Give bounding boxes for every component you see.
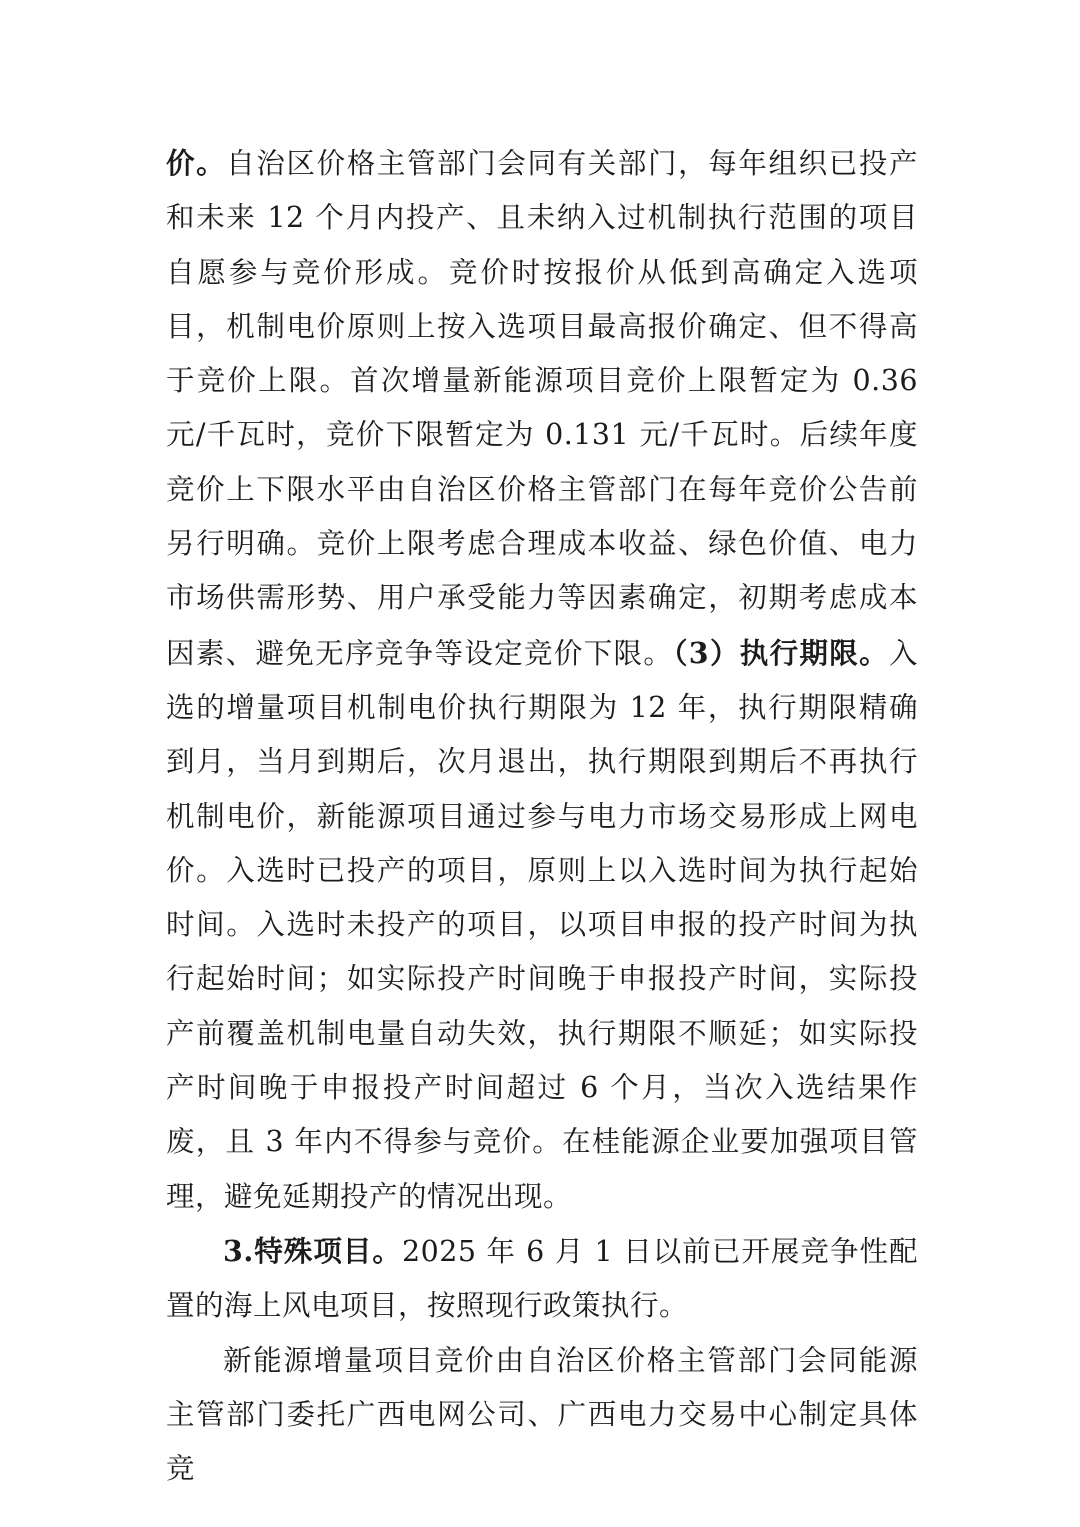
- paragraph-text: 新能源增量项目竞价由自治区价格主管部门会同能源主管部门委托广西电网公司、广西电力交易中心制定具体竞: [166, 1343, 918, 1486]
- section-heading-special-projects: 3.特殊项目。: [223, 1233, 402, 1268]
- paragraph-special-projects: [166, 1224, 918, 1334]
- paragraph-text: 2025 年 6 月 1 日以前已开展竞争性配置的海上风电项目，按照现行政策执行。: [166, 1234, 918, 1323]
- paragraph-bidding-organization: [166, 1334, 918, 1497]
- paragraph-lead-bold: 价。: [166, 146, 227, 180]
- document-body: [166, 136, 918, 1496]
- paragraph-bidding-rules: [166, 136, 918, 1224]
- paragraph-text: 入选的增量项目机制电价执行期限为 12 年，执行期限精确到月，当月到期后，次月退出，执行期限到期后不再执行机制电价，新能源项目通过参与电力市场交易形成上网电价。入选时已投产的项目，原则上以入选时间为执行起始时间。入选时未投产的项目，以项目申报的投产时间为执行起始时间；如实际投产时间晚于申报投产时间，实际投产前覆盖机制电量自动失效，执行期限不顺延；如实际投产时间晚于申报投产时间超过 6 个月，当次入选结果作废，且 3 年内不得参与竞价。在桂能源企业要加强项目管理，避免延期投产的情况出现。: [166, 636, 918, 1213]
- paragraph-text: 自治区价格主管部门会同有关部门，每年组织已投产和未来 12 个月内投产、且未纳入过机制执行范围的项目自愿参与竞价形成。竞价时按报价从低到高确定入选项目，机制电价原则上按入选项目最高报价确定、但不得高于竞价上限。首次增量新能源项目竞价上限暂定为 0.36 元/千瓦时，竞价下限暂定为 0.131 元/千瓦时。后续年度竞价上下限水平由自治区价格主管部门在每年竞价公告前另行明确。竞价上限考虑合理成本收益、绿色价值、电力市场供需形势、用户承受能力等因素确定，初期考虑成本因素、避免无序竞争等设定竞价下限。: [166, 147, 918, 670]
- section-heading-execution-period: （3）执行期限。: [673, 635, 889, 670]
